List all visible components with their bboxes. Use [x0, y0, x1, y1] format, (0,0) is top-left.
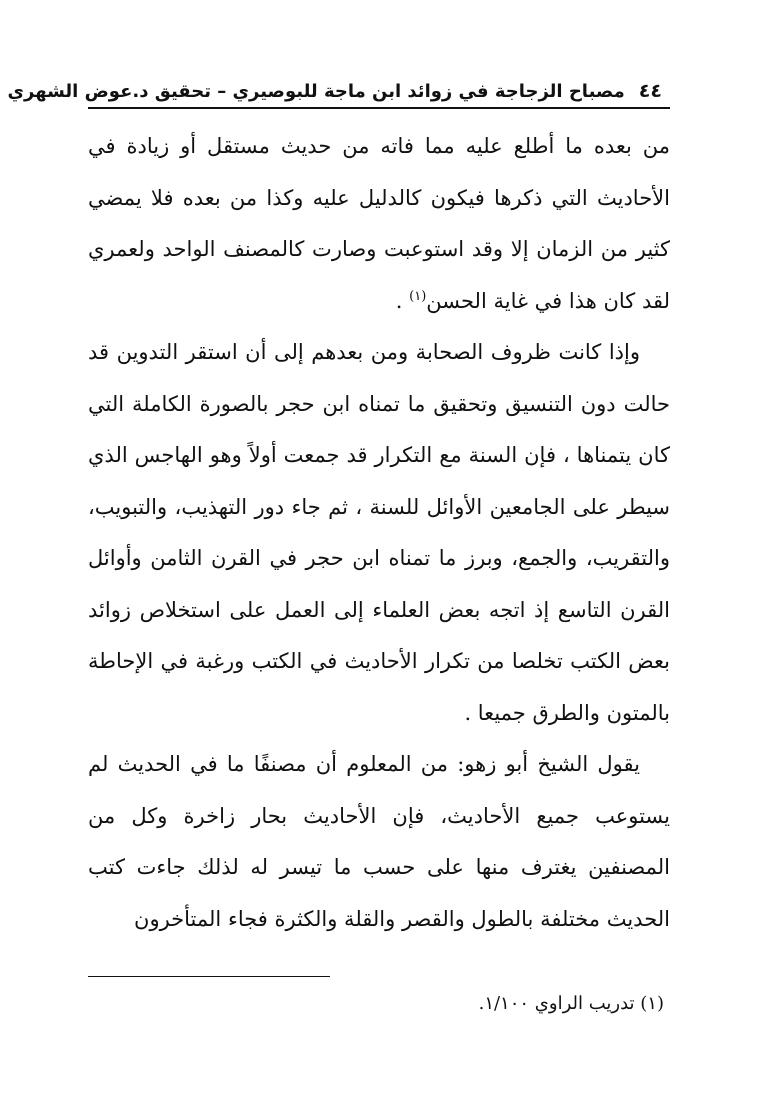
- paragraph: وإذا كانت ظروف الصحابة ومن بعدهم إلى أن استقر التدوين قد حالت دون التنسيق وتحقيق ما تمناه ابن حجر بالصورة الكاملة التي كان يتمناها ، فإن السنة مع التكرار قد جمعت أولاً وهو الهاجس الذي سيطر على الجامعين الأوائل للسنة ، ثم جاء دور التهذيب، والتبويب، والتقريب، والجمع، وبرز ما تمناه ابن حجر في القرن الثامن وأوائل القرن التاسع إذ اتجه بعض العلماء إلى العمل على استخلاص زوائد بعض الكتب تخلصا من تكرار الأحاديث في الكتب ورغبة في الإحاطة بالمتون والطرق جميعا .: [88, 340, 670, 725]
- paragraph-text: من بعده ما أطلع عليه مما فاته من حديث مستقل أو زيادة في الأحاديث التي ذكرها فيكون كالدليل عليه وكذا من بعده فلا يمضي كثير من الزمان إلا وقد استوعبت وصارت كالمصنف الواحد ولعمري لقد كان هذا في غاية الحسن: [88, 134, 670, 313]
- footnote-separator: [88, 976, 330, 977]
- paragraph: [88, 121, 670, 327]
- running-header: [7, 78, 670, 109]
- paragraph: يقول الشيخ أبو زهو: من المعلوم أن مصنفًا ما في الحديث لم يستوعب جميع الأحاديث، فإن الأحاديث بحار زاخرة وكل من المصنفين يغترف منها على حسب ما تيسر له لذلك جاءت كتب الحديث مختلفة بالطول والقصر والقلة والكثرة فجاء المتأخرون: [88, 752, 670, 931]
- running-title: مصباح الزجاجة في زوائد ابن ماجة للبوصيري – تحقيق د.عوض الشهري: [7, 81, 625, 102]
- footnote: (١) تدريب الراوي ١/١٠٠.: [478, 993, 664, 1014]
- main-text: [88, 121, 670, 945]
- book-page: [7, 78, 670, 1014]
- footnote-marker: (١): [409, 288, 427, 304]
- paragraph-end: .: [395, 288, 410, 313]
- page-number: ٤٤: [638, 80, 662, 102]
